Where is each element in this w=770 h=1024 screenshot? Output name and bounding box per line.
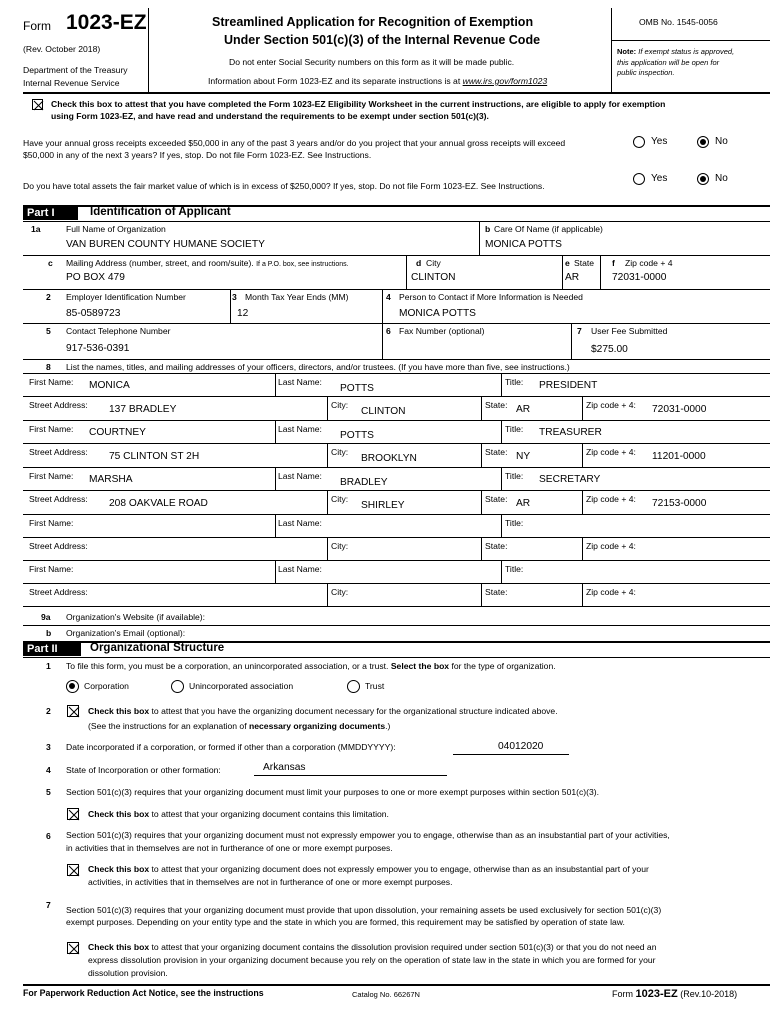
officer-street[interactable]: 208 OAKVALE ROAD [109, 498, 208, 509]
officer-first-name[interactable]: MONICA [89, 380, 130, 391]
street-label: Street Address: [29, 494, 88, 504]
last-name-label: Last Name: [278, 471, 322, 481]
first-name-label: First Name: [29, 424, 74, 434]
date-incorporated-value[interactable]: 04012020 [498, 741, 544, 752]
form-title-line1: Streamlined Application for Recognition of Exemption [212, 15, 534, 29]
p2-line-6-number: 6 [46, 831, 51, 841]
city-value[interactable]: CLINTON [411, 272, 456, 283]
line-8-number: 8 [46, 362, 51, 372]
gross-receipts-no-label: No [715, 136, 728, 147]
corporation-label: Corporation [84, 681, 129, 691]
footer-form-id: Form 1023-EZ (Rev.10-2018) [612, 988, 738, 1000]
contact-person-value[interactable]: MONICA POTTS [399, 308, 476, 319]
line-e-letter: e [565, 258, 570, 268]
city-label: City: [331, 541, 349, 551]
org-name-label: Full Name of Organization [66, 224, 166, 234]
info-text: Information about Form 1023-EZ and its separate instructions is at www.irs.gov/form1023 [208, 76, 548, 86]
catalog-number: Catalog No. 66267N [352, 990, 420, 999]
part2-tag: Part II [23, 642, 81, 656]
part2-title: Organizational Structure [90, 642, 225, 654]
officers-instruction: List the names, titles, and mailing addresses of your officers, directors, and/or trustees. (If you have more than five, see instructions.) [66, 362, 570, 372]
dissolution-attest-line1: Check this box to attest that your organizing document contains the dissolution provision required under section 501(c)(3) or that you do not need an [88, 942, 657, 952]
form-word: Form [23, 19, 51, 33]
officer-last-name[interactable]: POTTS [340, 430, 374, 441]
p2-line-2-number: 2 [46, 706, 51, 716]
form-title-line2: Under Section 501(c)(3) of the Internal Revenue Code [224, 33, 541, 47]
mailing-address-label: Mailing Address (number, street, and room/suite). If a P.O. box, see instructions. [66, 258, 349, 268]
care-of-label: Care Of Name (if applicable) [494, 224, 603, 234]
purpose-limitation-checkbox[interactable] [67, 808, 79, 820]
attest-text-line1: Check this box to attest that you have completed the Form 1023-EZ Eligibility Worksheet in the current instructions, are eligible to apply for exemption [51, 99, 666, 109]
officer-street[interactable]: 137 BRADLEY [109, 404, 177, 415]
total-assets-yes-label: Yes [651, 173, 668, 184]
zip-value[interactable]: 72031-0000 [612, 272, 667, 283]
org-name-value[interactable]: VAN BUREN COUNTY HUMANE SOCIETY [66, 239, 265, 250]
unincorporated-association-radio[interactable] [171, 680, 184, 693]
officer-city[interactable]: BROOKLYN [361, 453, 417, 464]
street-label: Street Address: [29, 400, 88, 410]
date-incorporated-label: Date incorporated if a corporation, or formed if other than a corporation (MMDDYYYY): [66, 742, 396, 752]
line-4-number: 4 [386, 292, 391, 302]
phone-value[interactable]: 917-536-0391 [66, 343, 130, 354]
p2-line-4-number: 4 [46, 765, 51, 775]
street-label: Street Address: [29, 541, 88, 551]
purpose-limitation-text: Section 501(c)(3) requires that your organizing document must limit your purposes to one or more exempt purposes within section 501(c)(3). [66, 787, 600, 797]
paperwork-notice: For Paperwork Reduction Act Notice, see the instructions [23, 988, 264, 998]
total-assets-question: Do you have total assets the fair market value of which is in excess of $250,000? If yes, stop. Do not file Form 1023-EZ. See Instructions. [23, 181, 545, 191]
last-name-label: Last Name: [278, 377, 322, 387]
phone-label: Contact Telephone Number [66, 326, 171, 336]
first-name-label: First Name: [29, 471, 74, 481]
zip-label: Zip code + 4: [586, 541, 636, 551]
last-name-label: Last Name: [278, 518, 322, 528]
title-label: Title: [505, 471, 524, 481]
zip-label: Zip code + 4: [586, 400, 636, 410]
officer-state[interactable]: AR [516, 404, 531, 415]
officer-state[interactable]: NY [516, 451, 531, 462]
officer-first-name[interactable]: COURTNEY [89, 427, 146, 438]
trust-label: Trust [365, 681, 385, 691]
dissolution-attest-line2: express dissolution provision in your organizing document because you rely on the operation of state law in the state in which you are formed for your [88, 955, 656, 965]
zip-label: Zip code + 4 [625, 258, 673, 268]
officer-street[interactable]: 75 CLINTON ST 2H [109, 451, 200, 462]
gross-receipts-question-line1: Have your annual gross receipts exceeded $50,000 in any of the past 3 years and/or do you project that your annual gross receipts will exceed [23, 138, 566, 148]
state-label: State: [485, 447, 508, 457]
line-2-number: 2 [46, 292, 51, 302]
part1-title: Identification of Applicant [90, 206, 231, 218]
zip-label: Zip code + 4: [586, 587, 636, 597]
officer-title[interactable]: TREASURER [539, 427, 602, 438]
state-label: State: [485, 541, 508, 551]
first-name-label: First Name: [29, 518, 74, 528]
contact-person-label: Person to Contact if More Information is Needed [399, 292, 583, 302]
dissolution-text-line2: exempt purposes. Depending on your entity type and the state in which you are formed, this requirement may be satisfied by operation of state law. [66, 917, 625, 927]
corporation-radio[interactable] [66, 680, 79, 693]
public-note: Note: If exempt status is approved, [617, 47, 735, 56]
last-name-label: Last Name: [278, 564, 322, 574]
omb-number: OMB No. 1545-0056 [639, 17, 718, 27]
officer-state[interactable]: AR [516, 498, 531, 509]
irs-form-link[interactable]: www.irs.gov/form1023 [462, 76, 548, 86]
state-label: State: [485, 494, 508, 504]
state-label: State [574, 258, 595, 268]
street-label: Street Address: [29, 587, 88, 597]
p2-line-1-number: 1 [46, 661, 51, 671]
line-c-letter: c [48, 258, 53, 268]
line-1b-letter: b [485, 224, 491, 234]
p2-line-5-number: 5 [46, 787, 51, 797]
last-name-label: Last Name: [278, 424, 322, 434]
officer-zip[interactable]: 72031-0000 [652, 404, 707, 415]
website-label: Organization's Website (if available): [66, 612, 206, 622]
state-label: State: [485, 400, 508, 410]
title-label: Title: [505, 424, 524, 434]
department-line2: Internal Revenue Service [23, 78, 120, 88]
empowerment-attest-line2: activities, in activities that in themselves are not in furtherance of one or more exempt purposes. [88, 877, 453, 887]
revision-date: (Rev. October 2018) [23, 44, 101, 54]
email-label: Organization's Email (optional): [66, 628, 186, 638]
city-label: City: [331, 494, 349, 504]
officer-zip[interactable]: 72153-0000 [652, 498, 707, 509]
ssn-notice: Do not enter Social Security numbers on this form as it will be made public. [229, 57, 515, 67]
empowerment-text-line1: Section 501(c)(3) requires that your organizing document must not expressly empower you to engage, otherwise than as an insubstantial part of your activities, [66, 830, 670, 840]
officer-last-name[interactable]: POTTS [340, 383, 374, 394]
eligibility-attest-checkbox[interactable] [32, 99, 43, 110]
part1-tag: Part I [23, 206, 78, 220]
gross-receipts-no-radio[interactable] [697, 136, 709, 148]
city-label: City: [331, 400, 349, 410]
state-of-formation-value[interactable]: Arkansas [263, 762, 306, 773]
user-fee-value[interactable]: $275.00 [591, 344, 628, 355]
line-d-letter: d [416, 258, 422, 268]
line-5-number: 5 [46, 326, 51, 336]
public-note-line3: public inspection. [617, 68, 675, 77]
line-7-number: 7 [577, 326, 582, 336]
state-label: State: [485, 587, 508, 597]
unincorporated-association-label: Unincorporated association [189, 681, 294, 691]
officer-title[interactable]: SECRETARY [539, 474, 601, 485]
organizing-document-checkbox[interactable] [67, 705, 79, 717]
officer-zip[interactable]: 11201-0000 [652, 451, 706, 462]
tax-year-label: Month Tax Year Ends (MM) [245, 292, 349, 302]
empowerment-attest-line1: Check this box to attest that your organizing document does not expressly empower you to engage, otherwise than as an insubstantial part of your [88, 864, 649, 874]
user-fee-label: User Fee Submitted [591, 326, 668, 336]
title-label: Title: [505, 564, 524, 574]
title-label: Title: [505, 377, 524, 387]
org-type-instruction: To file this form, you must be a corporation, an unincorporated association, or a trust. Select the box for the type of organization. [66, 661, 556, 671]
form-number: 1023-EZ [66, 11, 147, 34]
line-3-number: 3 [232, 292, 237, 302]
empowerment-checkbox[interactable] [67, 864, 79, 876]
officer-last-name[interactable]: BRADLEY [340, 477, 388, 488]
first-name-label: First Name: [29, 564, 74, 574]
total-assets-no-label: No [715, 173, 728, 184]
public-note-line2: this application will be open for [617, 58, 720, 67]
title-label: Title: [505, 518, 524, 528]
line-1a-number: 1a [31, 224, 41, 234]
first-name-label: First Name: [29, 377, 74, 387]
state-value[interactable]: AR [565, 272, 580, 283]
city-label: City: [331, 587, 349, 597]
officer-city[interactable]: CLINTON [361, 406, 406, 417]
purpose-limitation-attest: Check this box to attest that your organizing document contains this limitation. [88, 809, 389, 819]
city-label: City: [331, 447, 349, 457]
tax-year-value[interactable]: 12 [237, 308, 249, 319]
zip-label: Zip code + 4: [586, 494, 636, 504]
mailing-address-value[interactable]: PO BOX 479 [66, 272, 125, 283]
gross-receipts-yes-label: Yes [651, 136, 668, 147]
dissolution-attest-line3: dissolution provision. [88, 968, 168, 978]
total-assets-yes-radio[interactable] [633, 173, 645, 185]
officer-first-name[interactable]: MARSHA [89, 474, 133, 485]
trust-radio[interactable] [347, 680, 360, 693]
organizing-document-note: (See the instructions for an explanation of necessary organizing documents.) [88, 721, 391, 731]
city-label: City [426, 258, 441, 268]
state-of-formation-label: State of Incorporation or other formation: [66, 765, 221, 775]
care-of-value[interactable]: MONICA POTTS [485, 239, 562, 250]
ein-value[interactable]: 85-0589723 [66, 308, 121, 319]
gross-receipts-yes-radio[interactable] [633, 136, 645, 148]
total-assets-no-radio[interactable] [697, 173, 709, 185]
zip-label: Zip code + 4: [586, 447, 636, 457]
attest-text-line2: using Form 1023-EZ, and have read and understand the requirements to be exempt under section 501(c)(3). [51, 111, 489, 121]
street-label: Street Address: [29, 447, 88, 457]
line-9b-letter: b [46, 628, 52, 638]
line-9a-number: 9a [41, 612, 51, 622]
ein-label: Employer Identification Number [66, 292, 186, 302]
line-f-letter: f [612, 258, 615, 268]
line-6-number: 6 [386, 326, 391, 336]
organizing-document-text: Check this box to attest that you have the organizing document necessary for the organizational structure indicated above. [88, 706, 558, 716]
officer-city[interactable]: SHIRLEY [361, 500, 405, 511]
dissolution-text-line1: Section 501(c)(3) requires that your organizing document must provide that upon dissolution, your remaining assets be used exclusively for section 501(c)(3) [66, 905, 662, 915]
p2-line-3-number: 3 [46, 742, 51, 752]
p2-line-7-number: 7 [46, 900, 51, 910]
department-line1: Department of the Treasury [23, 65, 128, 75]
officer-title[interactable]: PRESIDENT [539, 380, 598, 391]
gross-receipts-question-line2: $50,000 in any of the next 3 years? If yes, stop. Do not file Form 1023-EZ. See Instructions. [23, 150, 372, 160]
fax-label: Fax Number (optional) [399, 326, 485, 336]
dissolution-checkbox[interactable] [67, 942, 79, 954]
empowerment-text-line2: in activities that in themselves are not in furtherance of one or more exempt purposes. [66, 843, 393, 853]
